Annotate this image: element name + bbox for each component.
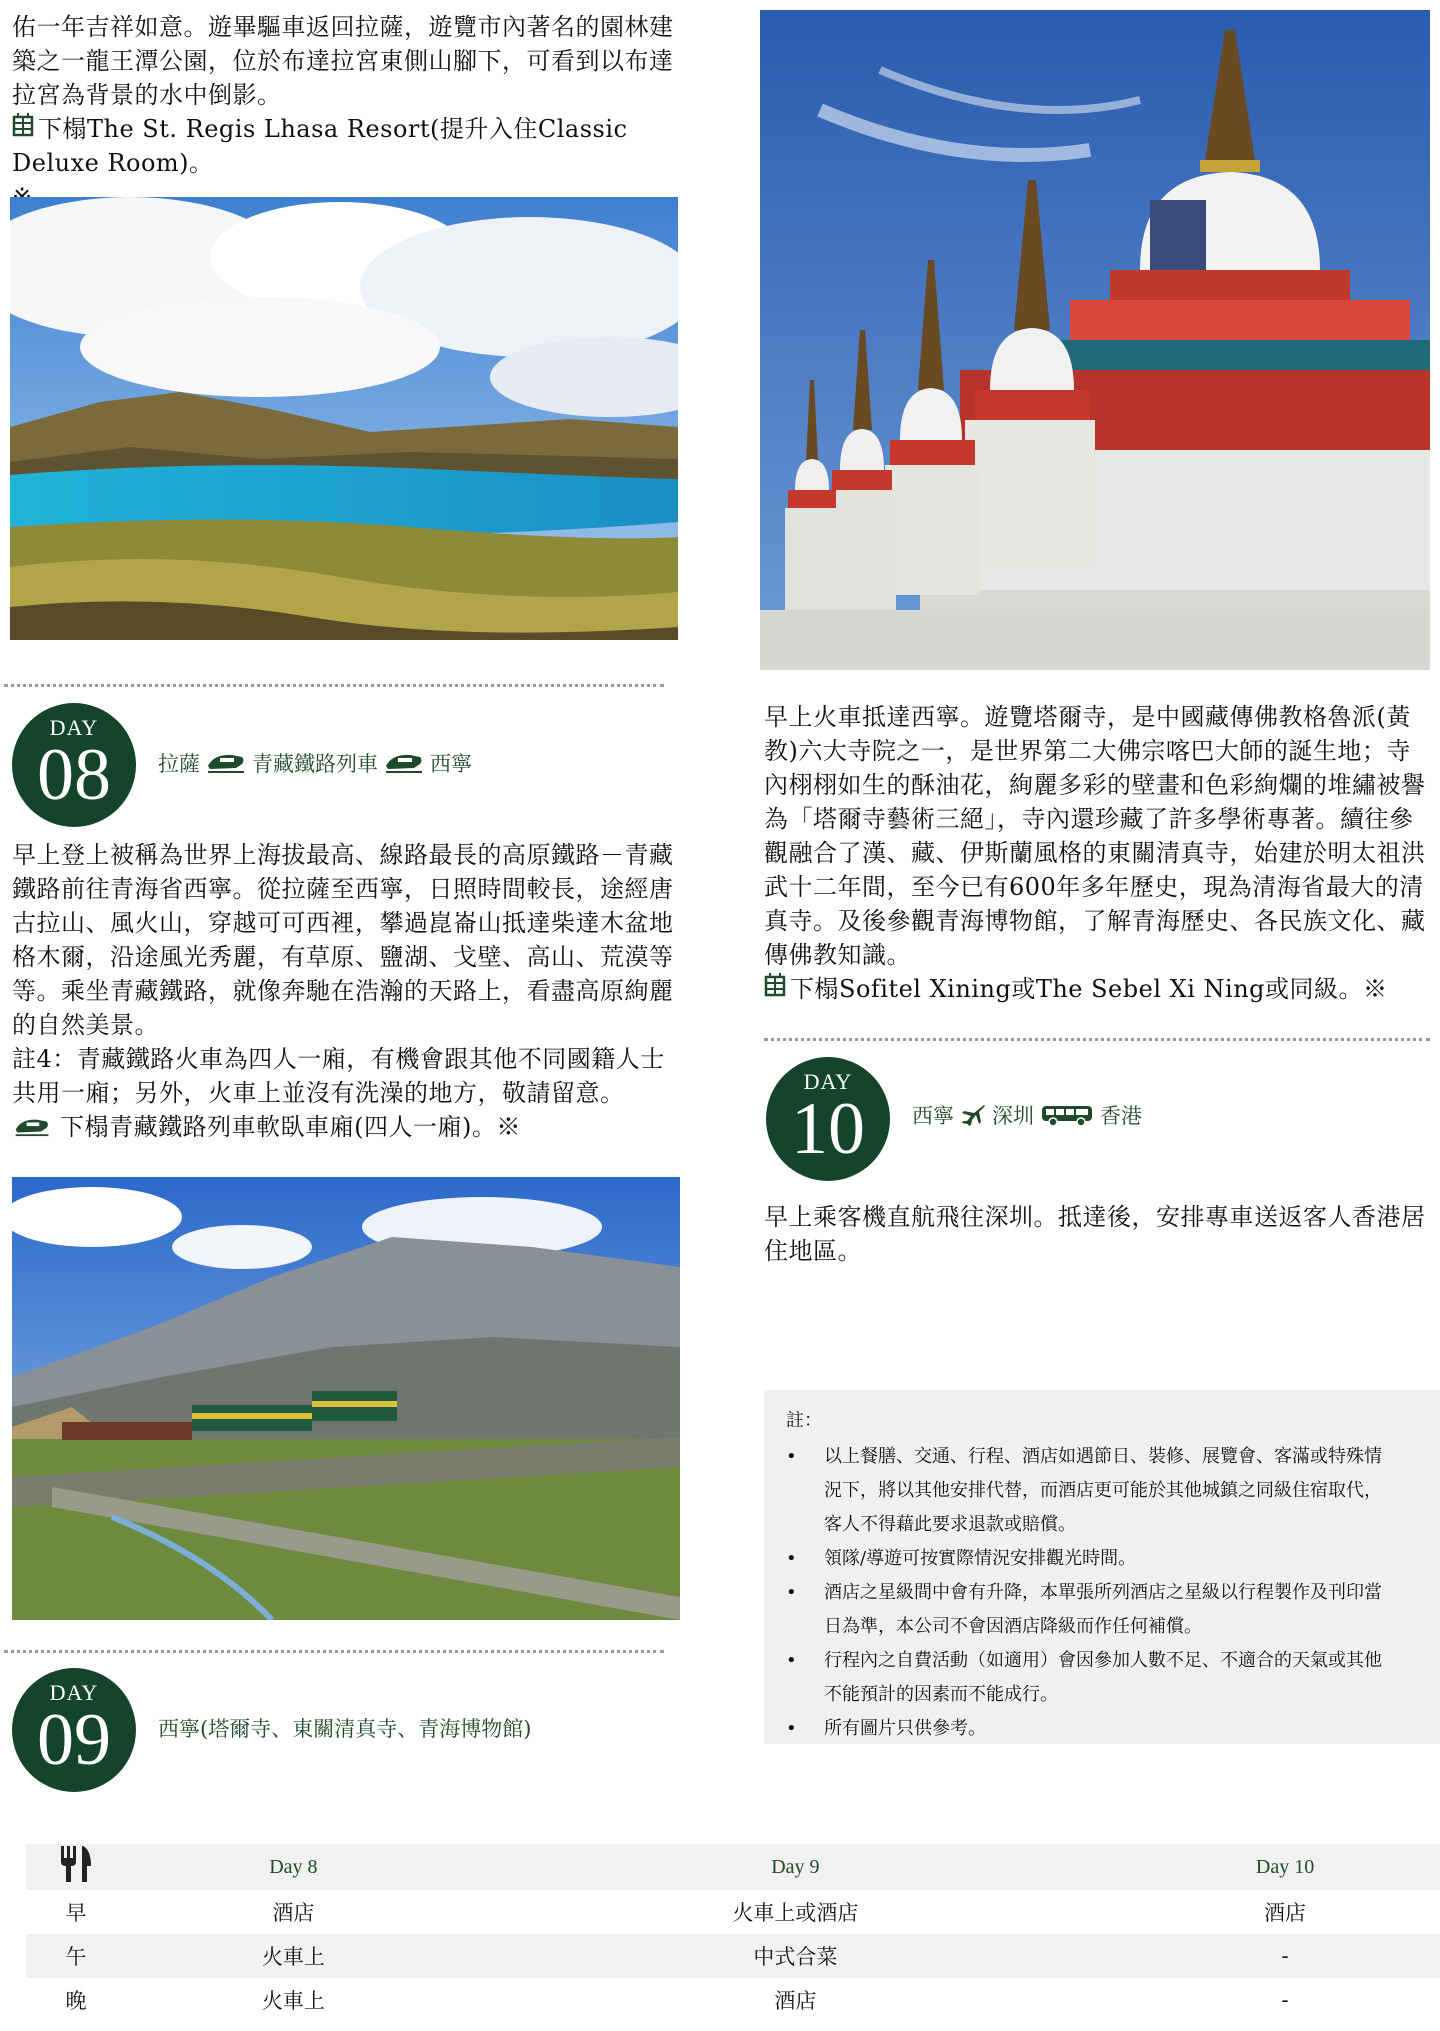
train-icon — [12, 1117, 52, 1137]
intro-line: 拉宮為背景的水中倒影。 — [12, 81, 282, 109]
notes-line: 日為準，本公司不會因酒店降級而作任何補償。 — [824, 1616, 1202, 1637]
meal-cell: 中式合菜 — [753, 1945, 838, 1969]
paragraph-line: 鐵路前往青海省西寧。從拉薩至西寧，日照時間較長，途經唐 — [12, 875, 674, 903]
meal-cell: 火車上 — [261, 1945, 325, 1969]
meal-cell: 火車上或酒店 — [732, 1901, 859, 1925]
notes-line: • 行程內之自費活動（如適用）會因參加人數不足、不適合的天氣或其他 — [824, 1650, 1382, 1671]
day10-paragraph — [764, 1200, 1440, 1268]
day-badge-label: DAY — [49, 715, 99, 740]
stay-text: 下榻青藏鐵路列車軟臥車廂(四人一廂)。※ — [60, 1113, 521, 1141]
notes-line: 不能預計的因素而不能成行。 — [824, 1684, 1058, 1705]
route-stop: 西寧(塔爾寺、東關清真寺、青海博物館) — [158, 1717, 532, 1741]
intro-line: 築之一龍王潭公園，位於布達拉宮東側山腳下，可看到以布達 — [12, 47, 674, 75]
paragraph-line: 住地區。 — [764, 1237, 862, 1265]
meals-header-day: Day 10 — [1255, 1855, 1315, 1878]
route-stop: 拉薩 — [158, 752, 200, 776]
day-route — [158, 748, 472, 778]
day-route — [912, 1100, 1142, 1130]
day-route — [158, 1713, 531, 1743]
day8-paragraph — [12, 838, 692, 1144]
hotel-icon — [12, 112, 34, 146]
paragraph-line: 教)六大寺院之一，是世界第二大佛宗喀巴大師的誕生地；寺 — [764, 737, 1411, 765]
meal-cell: 酒店 — [272, 1901, 315, 1925]
intro-text — [12, 10, 692, 214]
meal-cell: 酒店 — [1264, 1901, 1307, 1925]
intro-hotel-text: 下榻The St. Regis Lhasa Resort(提升入住Classic Deluxe Room)。 — [12, 115, 628, 177]
paragraph-line: 早上火車抵達西寧。遊覽塔爾寺，是中國藏傳佛教格魯派(黃 — [764, 703, 1411, 731]
paragraph-line: 古拉山、風火山，穿越可可西裡，攀過崑崙山抵達柴達木盆地 — [12, 909, 674, 937]
day-badge — [12, 1668, 136, 1792]
plane-icon — [960, 1103, 986, 1127]
day9-paragraph — [764, 700, 1440, 1006]
meal-label: 午 — [65, 1945, 87, 1969]
paragraph-line: 武十二年間，至今已有600年多年歷史，現為清海省最大的清 — [764, 873, 1424, 901]
meal-cell: 火車上 — [261, 1989, 325, 2013]
notes-line: • 以上餐膳、交通、行程、酒店如遇節日、裝修、展覽會、客滿或特殊情 — [824, 1446, 1382, 1467]
route-stop: 西寧 — [430, 752, 472, 776]
meal-icon-cell — [26, 1844, 126, 1890]
route-stop: 深圳 — [992, 1104, 1034, 1128]
day9-hotel — [764, 972, 1440, 1006]
note-line: 註4：青藏鐵路火車為四人一廂，有機會跟其他不同國籍人士 — [12, 1045, 665, 1073]
paragraph-line: 觀融合了漢、藏、伊斯蘭風格的東關清真寺，始建於明太祖洪 — [764, 839, 1426, 867]
hotel-icon — [764, 972, 786, 1006]
paragraph-line: 的自然美景。 — [12, 1011, 159, 1039]
route-stop: 青藏鐵路列車 — [252, 752, 378, 776]
notes-line: • 酒店之星級間中會有升降，本單張所列酒店之星級以行程製作及刊印當 — [824, 1582, 1382, 1603]
divider — [4, 1650, 664, 1653]
notes-title: 註： — [786, 1410, 822, 1431]
day-badge — [766, 1057, 890, 1181]
route-stop: 西寧 — [912, 1104, 954, 1128]
divider — [4, 684, 664, 687]
meals-header-day: Day 8 — [269, 1855, 318, 1878]
paragraph-line: 等。乘坐青藏鐵路，就像奔馳在浩瀚的天路上，看盡高原絢麗 — [12, 977, 674, 1005]
paragraph-line: 內栩栩如生的酥油花，絢麗多彩的壁畫和色彩絢爛的堆繡被譽 — [764, 771, 1426, 799]
paragraph-line: 早上登上被稱為世界上海拔最高、線路最長的高原鐵路－青藏 — [12, 841, 674, 869]
day8-stay — [12, 1110, 692, 1144]
divider — [764, 1038, 1430, 1041]
day-badge-number: 08 — [37, 734, 111, 816]
notes-item — [824, 1712, 1410, 1746]
note-line: 共用一廂；另外，火車上並沒有洗澡的地方，敬請留意。 — [12, 1079, 625, 1107]
notes-item — [824, 1542, 1410, 1576]
notes-line: • 所有圖片只供參考。 — [824, 1718, 986, 1739]
paragraph-line: 真寺。及後參觀青海博物館，了解青海歷史、各民族文化、藏 — [764, 907, 1426, 935]
meal-label: 晚 — [65, 1989, 87, 2013]
day-badge — [12, 703, 136, 827]
meal-cell: - — [1281, 1944, 1289, 1968]
notes-item — [824, 1644, 1410, 1712]
meals-row — [26, 1978, 1440, 2022]
meal-label: 早 — [65, 1901, 87, 1925]
meals-row — [26, 1934, 1440, 1978]
notes-box — [764, 1390, 1440, 1744]
route-stop: 香港 — [1100, 1104, 1142, 1128]
lake-photo — [10, 197, 678, 640]
day-badge-number: 09 — [37, 1699, 111, 1781]
paragraph-line: 為「塔爾寺藝術三絕」，寺內還珍藏了許多學術專著。續往參 — [764, 805, 1414, 833]
notes-item — [824, 1440, 1410, 1542]
meal-cell: 酒店 — [774, 1989, 817, 2013]
meals-header-day: Day 9 — [771, 1855, 820, 1878]
notes-item — [824, 1576, 1410, 1644]
bus-icon — [1040, 1103, 1094, 1127]
day-badge-label: DAY — [803, 1069, 853, 1094]
train-icon — [206, 752, 246, 774]
notes-line: 況下，將以其他安排代替，而酒店更可能於其他城鎮之同級住宿取代， — [824, 1480, 1382, 1501]
meals-table — [26, 1844, 1440, 2022]
day-badge-number: 10 — [791, 1088, 865, 1170]
paragraph-line: 格木爾，沿途風光秀麗，有草原、鹽湖、戈壁、高山、荒漠等 — [12, 943, 674, 971]
meals-header-row — [26, 1844, 1440, 1890]
hotel-text: 下榻Sofitel Xining或The Sebel Xi Ning或同級。※ — [790, 975, 1388, 1003]
meals-row — [26, 1890, 1440, 1934]
day-badge-label: DAY — [49, 1680, 99, 1705]
train-photo — [12, 1177, 680, 1620]
fork-knife-icon — [59, 1844, 93, 1884]
notes-list — [764, 1440, 1440, 1746]
paragraph-line: 早上乘客機直航飛往深圳。抵達後，安排專車送返客人香港居 — [764, 1203, 1426, 1231]
notes-line: 客人不得藉此要求退款或賠償。 — [824, 1514, 1076, 1535]
notes-line: • 領隊/導遊可按實際情況安排觀光時間。 — [824, 1548, 1137, 1569]
intro-hotel — [12, 112, 692, 180]
train-icon — [384, 752, 424, 774]
intro-line: 佑一年吉祥如意。遊畢驅車返回拉薩，遊覽市內著名的園林建 — [12, 13, 674, 41]
paragraph-line: 傳佛教知識。 — [764, 941, 911, 969]
meal-cell: - — [1281, 1988, 1289, 2012]
stupa-photo — [760, 10, 1430, 670]
